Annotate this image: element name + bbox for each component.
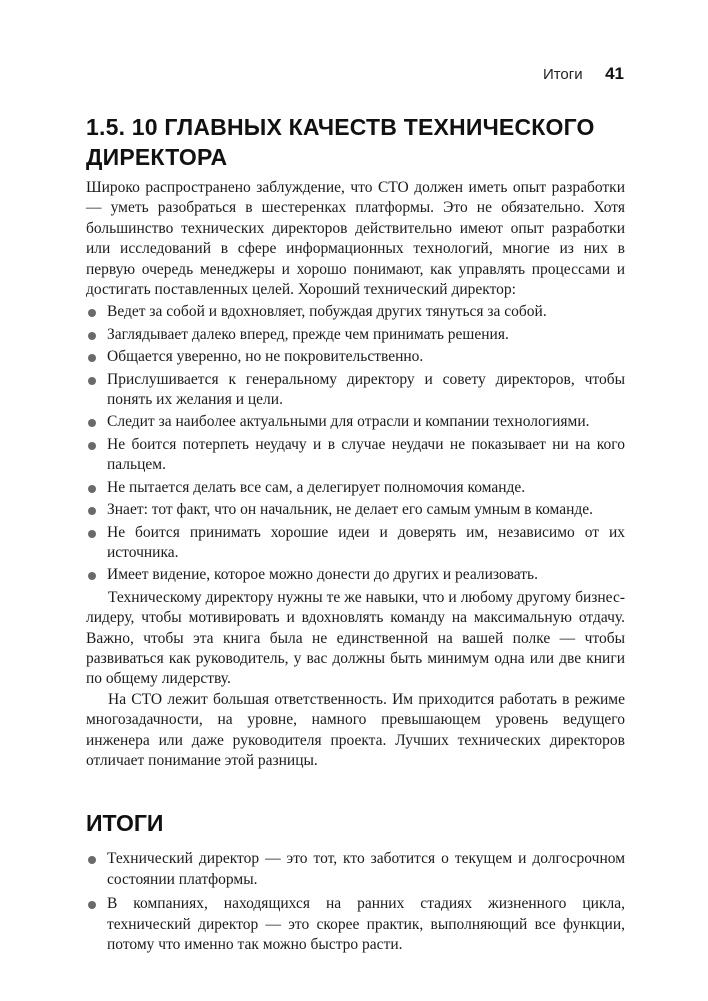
- bullet-icon: [88, 901, 96, 909]
- bullet-icon: [88, 442, 96, 450]
- bullet-icon: [88, 530, 96, 538]
- body-paragraph: На СТО лежит большая ответственность. Им приходится работать в режиме многозадачности, на уровне, намного превышающем уровень ведущего инженера или даже руководителя проекта. Лучших технических директоров отличает понимание этой разницы.: [86, 690, 625, 769]
- list-item-text: Заглядывает далеко вперед, прежде чем принимать решения.: [107, 325, 509, 343]
- list-item-text: Следит за наиболее актуальными для отрасли и компании технологиями.: [107, 413, 590, 431]
- list-item: [86, 347, 625, 367]
- list-item-text: Технический директор — это тот, кто заботится о текущем и долгосрочном состоянии платформы.: [107, 850, 625, 888]
- list-item-text: Не боится потерпеть неудачу и в случае неудачи не показывает ни на кого пальцем.: [107, 435, 625, 474]
- list-item-text: Прислушивается к генеральному директору и совету директоров, чтобы понять их желания и цели.: [107, 370, 625, 409]
- bullet-icon: [88, 572, 96, 580]
- list-item-text: Общается уверенно, но не покровительственно.: [107, 348, 424, 366]
- list-item: [86, 370, 625, 411]
- bullet-icon: [88, 332, 96, 340]
- list-item: [86, 412, 625, 432]
- running-head: [84, 64, 624, 84]
- list-item-text: Ведет за собой и вдохновляет, побуждая других тянуться за собой.: [107, 303, 547, 321]
- list-item: [86, 849, 625, 890]
- page-content: [86, 112, 625, 959]
- list-item: [86, 325, 625, 345]
- summary-list: [86, 849, 625, 955]
- list-item: [86, 302, 625, 322]
- list-item: [86, 435, 625, 476]
- bullet-icon: [88, 309, 96, 317]
- list-item: [86, 478, 625, 498]
- bullet-icon: [88, 507, 96, 515]
- bullet-icon: [88, 377, 96, 385]
- list-item-text: В компаниях, находящихся на ранних стадиях жизненного цикла, технический директор — это скорее практик, выполняющий все функции, потому что именно так можно быстро расти.: [107, 895, 625, 953]
- page-number: 41: [605, 64, 624, 83]
- intro-paragraph: Широко распространено заблуждение, что СТО должен иметь опыт разработки — уметь разобраться в шестеренках платформы. Это не обязательно. Хотя большинство технических директоров действительно имеют опыт разработки или исследований в сфере информационных технологий, многие из них в первую очередь менеджеры и хорошо понимают, как управлять процессами и достигать поставленных целей. Хороший технический директор:: [86, 179, 625, 299]
- list-item-text: Имеет видение, которое можно донести до других и реализовать.: [107, 566, 538, 584]
- body-paragraph: Техническому директору нужны те же навыки, что и любому другому бизнес-лидеру, чтобы мотивировать и вдохновлять команду на максимальную отдачу. Важно, чтобы эта книга была не единственной на вашей полке — чтобы развиваться как руководитель, у вас должны быть минимум одна или две книги по общему лидерству.: [86, 588, 625, 688]
- bullet-icon: [88, 856, 96, 864]
- list-item-text: Не боится принимать хорошие идеи и доверять им, независимо от их источника.: [107, 523, 625, 561]
- summary-title: ИТОГИ: [86, 810, 164, 837]
- list-item: [86, 565, 625, 585]
- qualities-list: [86, 302, 625, 585]
- list-item: [86, 523, 625, 564]
- bullet-icon: [88, 419, 96, 427]
- section-title: 1.5. 10 ГЛАВНЫХ КАЧЕСТВ ТЕХНИЧЕСКОГО ДИРЕКТОРА: [86, 114, 595, 170]
- bullet-icon: [88, 485, 96, 493]
- list-item-text: Знает: тот факт, что он начальник, не делает его самым умным в команде.: [107, 501, 594, 519]
- list-item: [86, 894, 625, 955]
- bullet-icon: [88, 354, 96, 362]
- list-item-text: Не пытается делать все сам, а делегирует полномочия команде.: [107, 478, 526, 496]
- list-item: [86, 500, 625, 520]
- running-title: Итоги: [542, 66, 583, 83]
